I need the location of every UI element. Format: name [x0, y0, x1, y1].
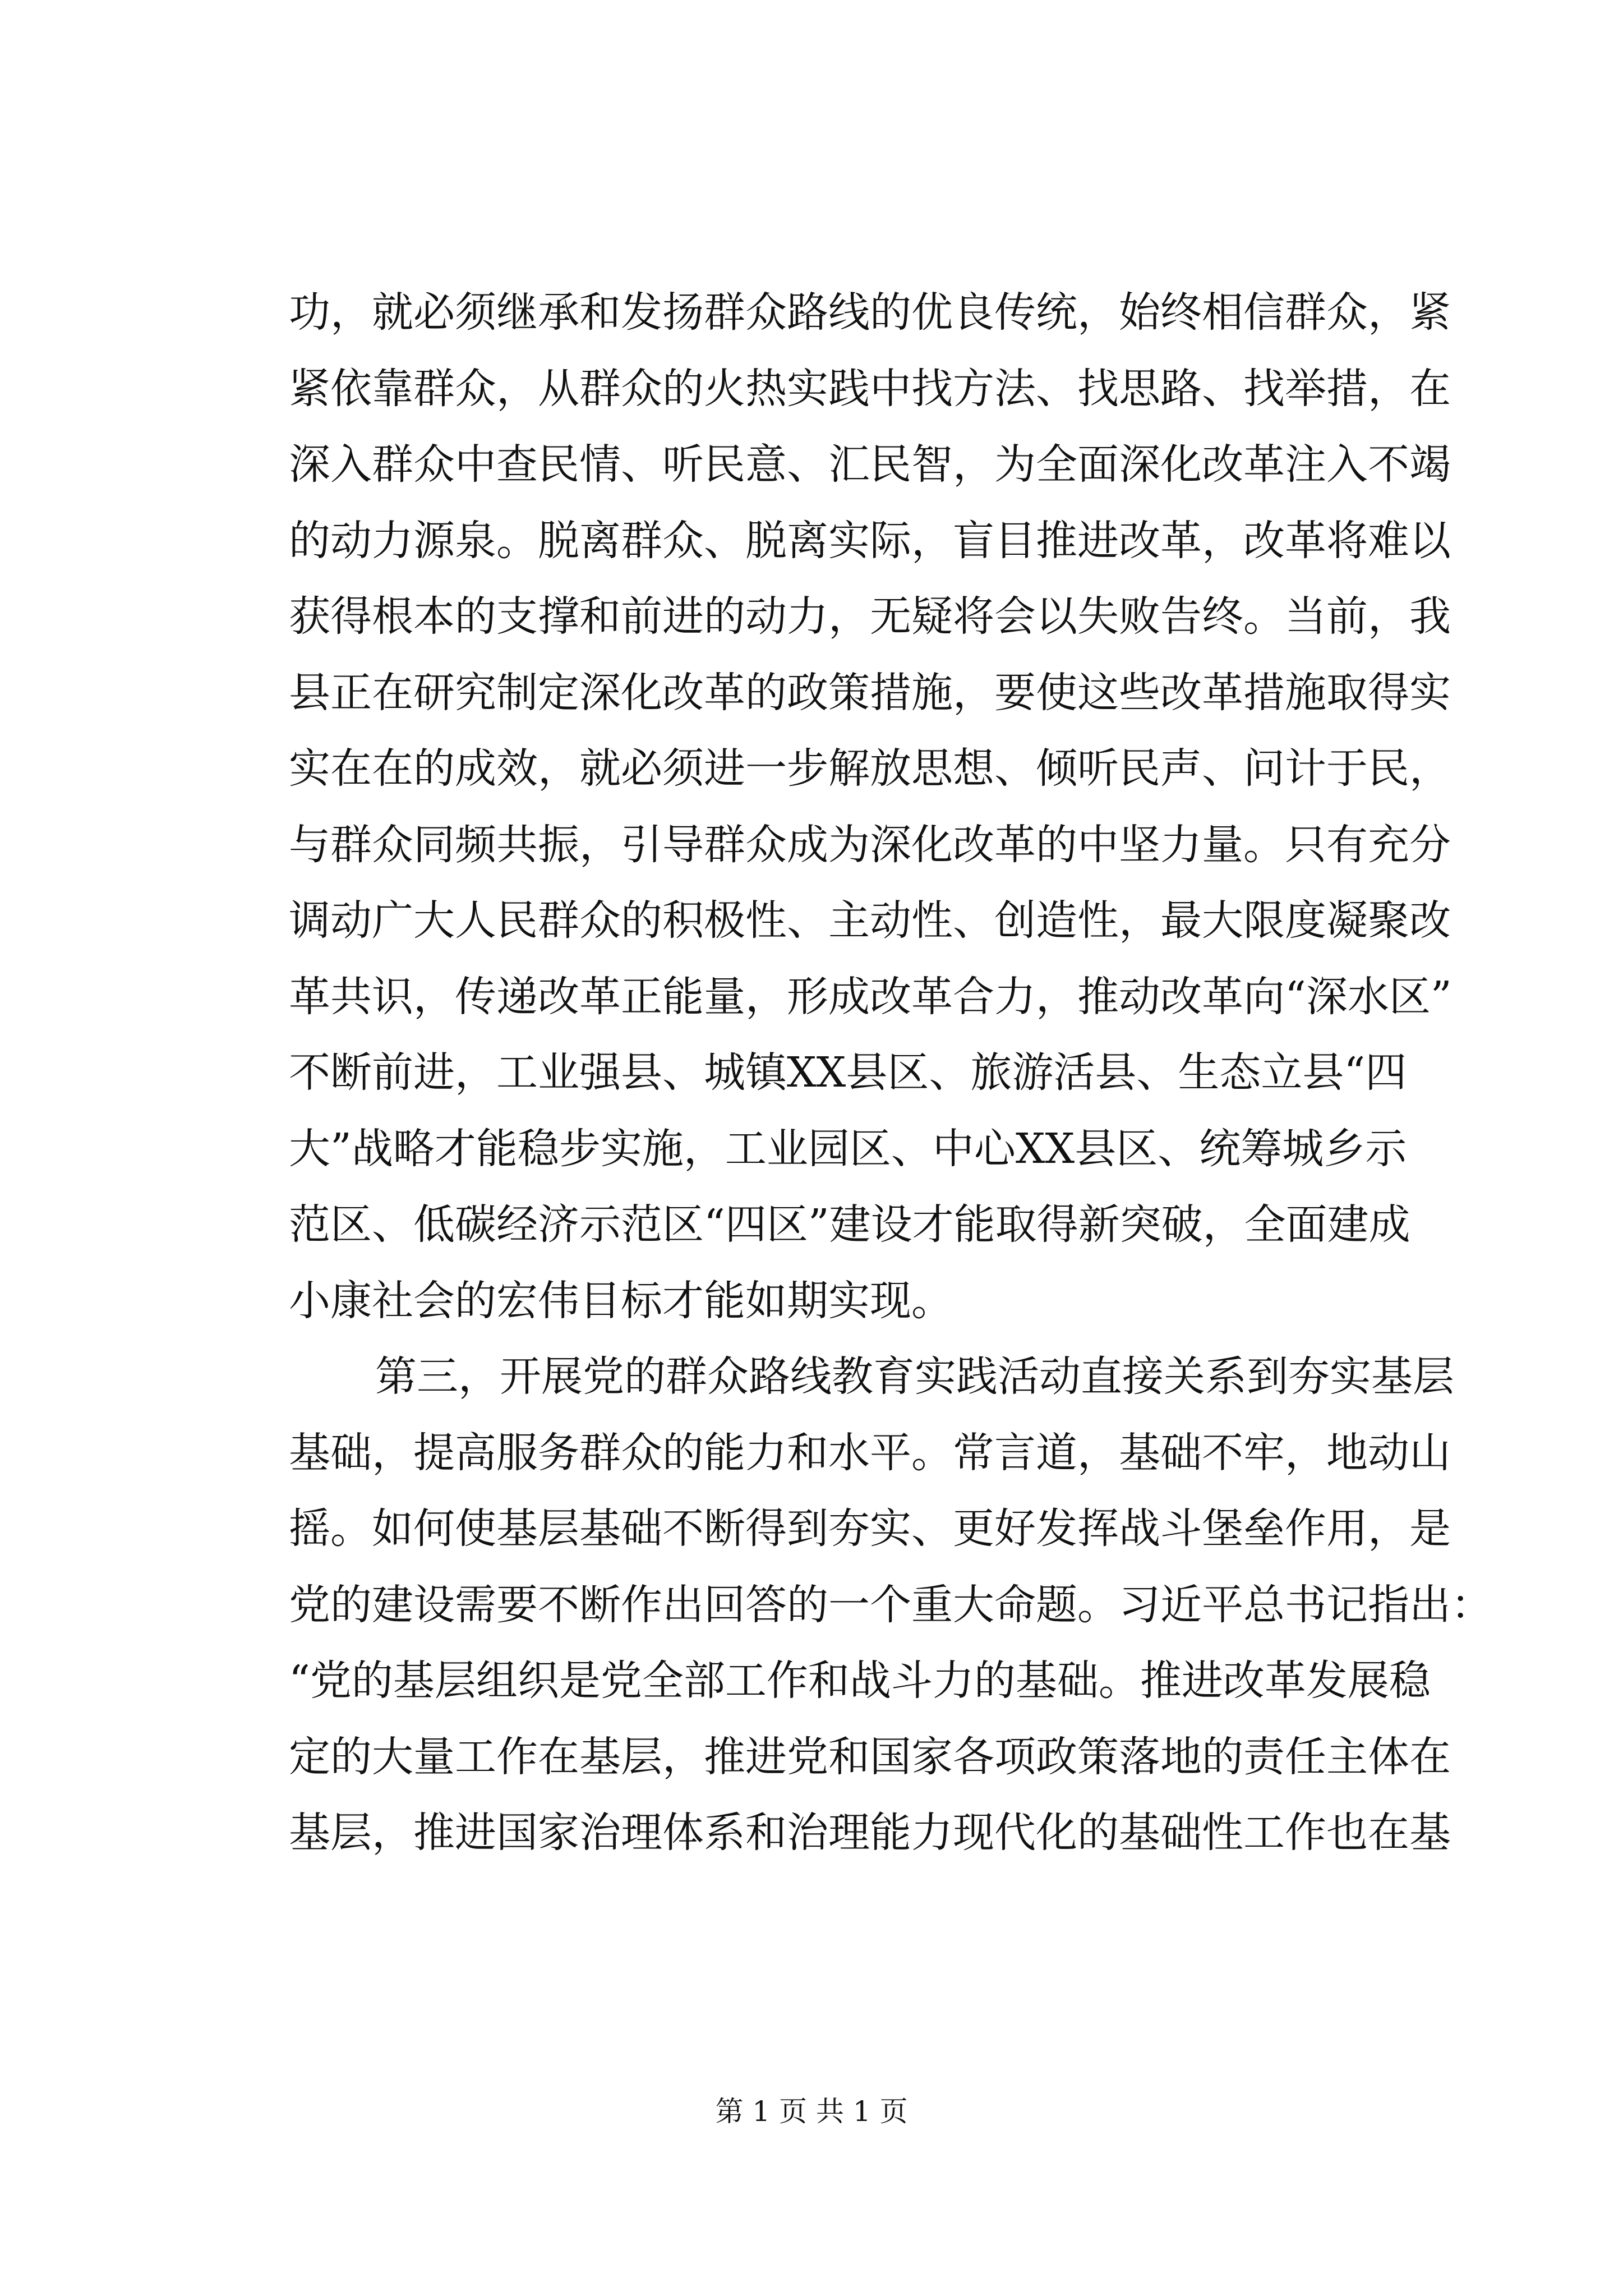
page-footer	[0, 2095, 1623, 2128]
body-text-line: 大”战略才能稳步实施，工业园区、中心XX县区、统筹城乡示	[289, 1125, 1407, 1173]
body-text-line: 深入群众中查民情、听民意、汇民智，为全面深化改革注入不竭	[289, 440, 1451, 489]
body-text-line: 调动广大人民群众的积极性、主动性、创造性，最大限度凝聚改	[289, 896, 1451, 945]
body-text-line: 基层，推进国家治理体系和治理能力现代化的基础性工作也在基	[289, 1809, 1451, 1857]
page-number-label: 第 1 页 共 1 页	[715, 2095, 908, 2128]
body-text-line: 党的建设需要不断作出回答的一个重大命题。习近平总书记指出：	[289, 1581, 1492, 1629]
body-text-line: 革共识，传递改革正能量，形成改革合力，推动改革向“深水区”	[289, 973, 1452, 1021]
body-text-line: 县正在研究制定深化改革的政策措施，要使这些改革措施取得实	[289, 669, 1451, 717]
body-text-line: 功，就必须继承和发扬群众路线的优良传统，始终相信群众，紧	[289, 288, 1451, 337]
body-text-line: 基础，提高服务群众的能力和水平。常言道，基础不牢，地动山	[289, 1429, 1451, 1477]
body-text-line: 紧依靠群众，从群众的火热实践中找方法、找思路、找举措，在	[289, 365, 1451, 413]
body-text-line: 与群众同频共振，引导群众成为深化改革的中坚力量。只有充分	[289, 821, 1451, 869]
body-text-line: 获得根本的支撑和前进的动力，无疑将会以失败告终。当前，我	[289, 592, 1451, 641]
body-text-line: 实在在的成效，就必须进一步解放思想、倾听民声、问计于民，	[289, 744, 1451, 793]
paragraph-first-line: 第三，开展党的群众路线教育实践活动直接关系到夯实基层	[375, 1352, 1454, 1401]
body-text-line: 不断前进，工业强县、城镇XX县区、旅游活县、生态立县“四	[289, 1048, 1407, 1097]
body-text-line: “党的基层组织是党全部工作和战斗力的基础。推进改革发展稳	[289, 1657, 1431, 1705]
body-text-line: 摇。如何使基层基础不断得到夯实、更好发挥战斗堡垒作用，是	[289, 1504, 1451, 1553]
body-text-line: 小康社会的宏伟目标才能如期实现。	[289, 1277, 953, 1325]
body-text-line: 定的大量工作在基层，推进党和国家各项政策落地的责任主体在	[289, 1733, 1451, 1781]
body-text-line: 的动力源泉。脱离群众、脱离实际，盲目推进改革，改革将难以	[289, 517, 1451, 565]
body-text-line: 范区、低碳经济示范区“四区”建设才能取得新突破，全面建成	[289, 1200, 1410, 1249]
